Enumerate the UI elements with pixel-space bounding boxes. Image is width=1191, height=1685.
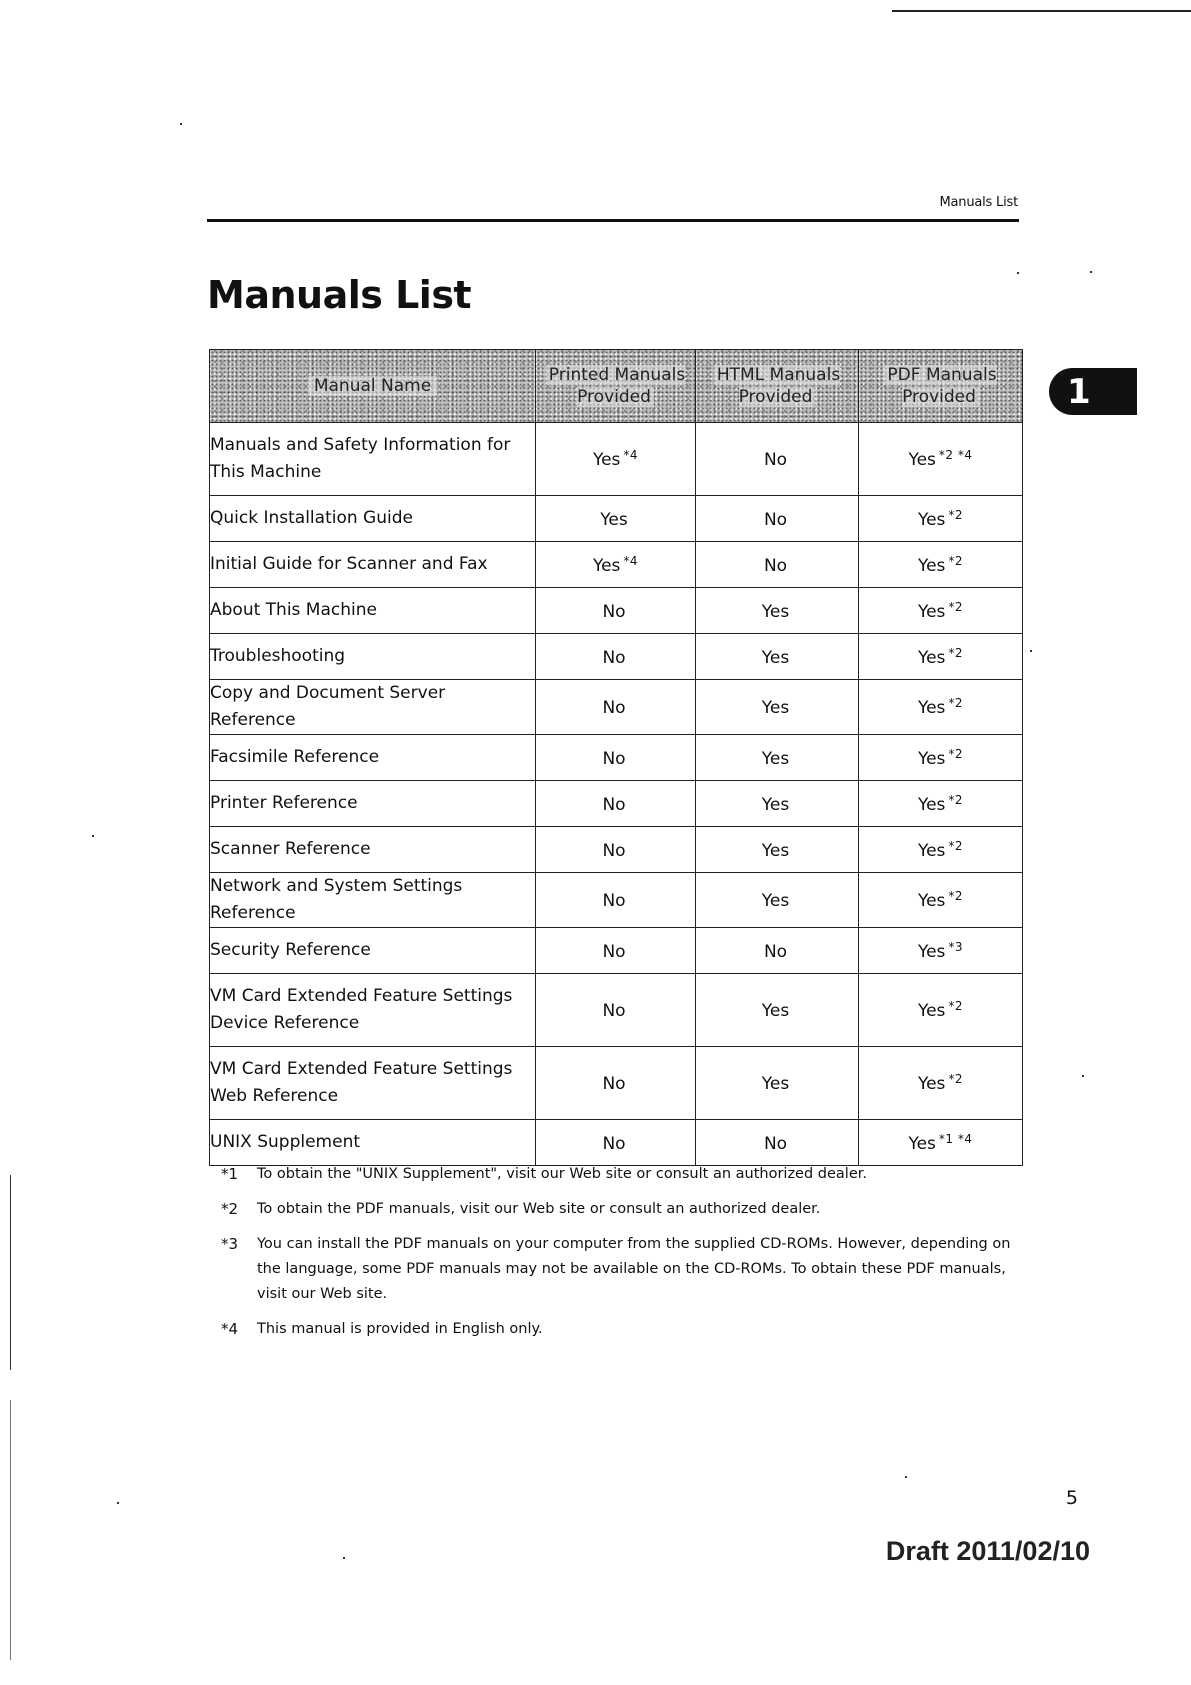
manual-name-cell: Facsimile Reference	[210, 735, 536, 781]
manuals-table	[209, 349, 1023, 1166]
printed-cell: Yes	[536, 496, 696, 542]
scan-speck	[1030, 650, 1032, 652]
column-header-manual-name: Manual Name	[210, 350, 536, 423]
manual-name-cell: UNIX Supplement	[210, 1120, 536, 1166]
printed-cell: No	[536, 735, 696, 781]
footnote-mark: *1	[221, 1165, 239, 1183]
scan-speck	[1090, 271, 1092, 273]
table-row	[210, 1120, 1023, 1166]
pdf-cell: Yes $^{*2}$	[859, 735, 1023, 781]
footnote-text: You can install the PDF manuals on your computer from the supplied CD-ROMs. However, depending on the language, some PDF manuals may not be available on the CD-ROMs. To obtain these PDF manuals, visit our Web site.	[257, 1236, 1011, 1302]
table-row	[210, 588, 1023, 634]
manual-name-cell: About This Machine	[210, 588, 536, 634]
footnote-item	[221, 1317, 1021, 1342]
footnote-mark: *3	[221, 1235, 239, 1253]
table-row	[210, 1047, 1023, 1120]
table-row	[210, 680, 1023, 735]
html-cell: Yes	[696, 588, 859, 634]
chapter-number: 1	[1067, 372, 1091, 412]
printed-cell: No	[536, 974, 696, 1047]
table-header-row	[210, 350, 1023, 423]
html-cell: Yes	[696, 781, 859, 827]
scan-speck	[117, 1502, 119, 1504]
manual-name-cell: Scanner Reference	[210, 827, 536, 873]
table-row	[210, 735, 1023, 781]
printed-cell: No	[536, 1120, 696, 1166]
table-row	[210, 974, 1023, 1047]
html-cell: No	[696, 1120, 859, 1166]
table-row	[210, 542, 1023, 588]
scan-speck	[1082, 1075, 1084, 1077]
table-row	[210, 634, 1023, 680]
html-cell: Yes	[696, 827, 859, 873]
manual-name-cell: Printer Reference	[210, 781, 536, 827]
pdf-cell: Yes $^{*2}$	[859, 1047, 1023, 1120]
pdf-cell: Yes $^{*2}$	[859, 542, 1023, 588]
scan-edge-line	[10, 1400, 11, 1660]
html-cell: Yes	[696, 634, 859, 680]
printed-cell: No	[536, 634, 696, 680]
printed-cell: No	[536, 1047, 696, 1120]
column-header-pdf: PDF Manuals Provided	[859, 350, 1023, 423]
footnote-mark: *2	[221, 1200, 239, 1218]
pdf-cell: Yes $^{*2 *4}$	[859, 423, 1023, 496]
page-number: 5	[1065, 1487, 1078, 1509]
pdf-cell: Yes $^{*2}$	[859, 588, 1023, 634]
page-title: Manuals List	[207, 273, 472, 317]
scan-speck	[343, 1557, 345, 1559]
manual-name-cell: VM Card Extended Feature Settings Web Reference	[210, 1047, 536, 1120]
footnote-item	[221, 1162, 1021, 1187]
top-edge-rule	[892, 10, 1191, 12]
table-row	[210, 423, 1023, 496]
pdf-cell: Yes $^{*2}$	[859, 974, 1023, 1047]
pdf-cell: Yes $^{*1 *4}$	[859, 1120, 1023, 1166]
table-row	[210, 496, 1023, 542]
printed-cell: No	[536, 827, 696, 873]
scan-speck	[905, 1476, 907, 1478]
footnote-item	[221, 1197, 1021, 1222]
footnotes	[221, 1162, 1021, 1352]
manual-name-cell: Manuals and Safety Information for This Machine	[210, 423, 536, 496]
manual-name-cell: Initial Guide for Scanner and Fax	[210, 542, 536, 588]
pdf-cell: Yes $^{*2}$	[859, 873, 1023, 928]
printed-cell: No	[536, 588, 696, 634]
table-row	[210, 873, 1023, 928]
running-header: Manuals List	[939, 195, 1018, 210]
manual-name-cell: VM Card Extended Feature Settings Device Reference	[210, 974, 536, 1047]
pdf-cell: Yes $^{*2}$	[859, 496, 1023, 542]
html-cell: Yes	[696, 735, 859, 781]
footnote-text: This manual is provided in English only.	[257, 1321, 543, 1337]
printed-cell: Yes $^{*4}$	[536, 423, 696, 496]
scan-speck	[92, 835, 94, 837]
manual-name-cell: Troubleshooting	[210, 634, 536, 680]
header-rule	[207, 219, 1019, 222]
manual-name-cell: Copy and Document Server Reference	[210, 680, 536, 735]
pdf-cell: Yes $^{*2}$	[859, 634, 1023, 680]
manual-name-cell: Security Reference	[210, 928, 536, 974]
html-cell: Yes	[696, 680, 859, 735]
footnote-text: To obtain the "UNIX Supplement", visit our Web site or consult an authorized dealer.	[257, 1166, 867, 1182]
html-cell: Yes	[696, 873, 859, 928]
html-cell: No	[696, 496, 859, 542]
footnote-mark: *4	[221, 1320, 239, 1338]
table-row	[210, 928, 1023, 974]
printed-cell: No	[536, 781, 696, 827]
html-cell: No	[696, 542, 859, 588]
scan-edge-line	[10, 1175, 11, 1370]
pdf-cell: Yes $^{*3}$	[859, 928, 1023, 974]
manual-name-cell: Network and System Settings Reference	[210, 873, 536, 928]
html-cell: Yes	[696, 974, 859, 1047]
printed-cell: No	[536, 928, 696, 974]
chapter-tab	[1049, 368, 1137, 415]
pdf-cell: Yes $^{*2}$	[859, 781, 1023, 827]
printed-cell: Yes $^{*4}$	[536, 542, 696, 588]
printed-cell: No	[536, 873, 696, 928]
footnote-text: To obtain the PDF manuals, visit our Web site or consult an authorized dealer.	[257, 1201, 821, 1217]
pdf-cell: Yes $^{*2}$	[859, 680, 1023, 735]
table-row	[210, 781, 1023, 827]
html-cell: No	[696, 423, 859, 496]
html-cell: No	[696, 928, 859, 974]
pdf-cell: Yes $^{*2}$	[859, 827, 1023, 873]
scan-speck	[180, 123, 182, 125]
manual-name-cell: Quick Installation Guide	[210, 496, 536, 542]
draft-stamp: Draft 2011/02/10	[885, 1536, 1090, 1566]
printed-cell: No	[536, 680, 696, 735]
footnote-item	[221, 1232, 1021, 1307]
table-row	[210, 827, 1023, 873]
column-header-html: HTML Manuals Provided	[696, 350, 859, 423]
column-header-printed: Printed Manuals Provided	[536, 350, 696, 423]
scan-speck	[1017, 272, 1019, 274]
html-cell: Yes	[696, 1047, 859, 1120]
